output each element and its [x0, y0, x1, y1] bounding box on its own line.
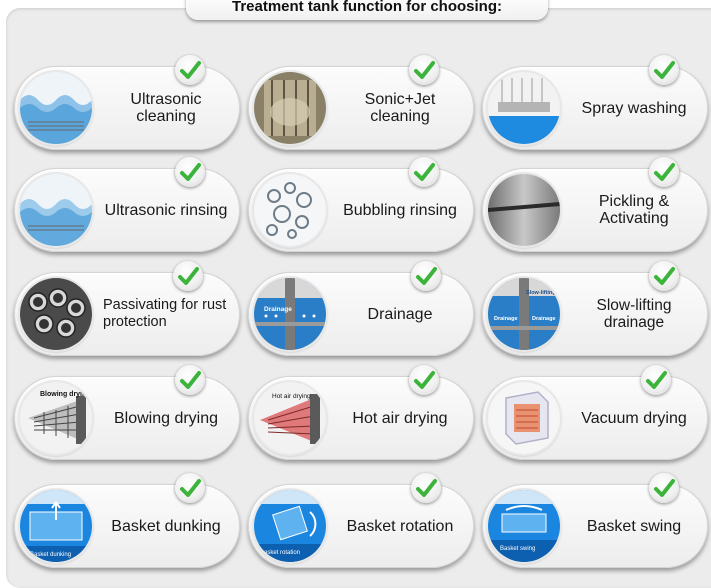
- option-card-ultrasonic-rinsing[interactable]: [14, 168, 240, 252]
- option-card-blowing-drying[interactable]: [14, 376, 240, 460]
- basket-swing-image: [488, 490, 560, 562]
- option-card-hot-air-drying[interactable]: [248, 376, 474, 460]
- option-card-bubbling-rinsing[interactable]: [248, 168, 474, 252]
- sonic-jet-cleaning-image: [254, 72, 326, 144]
- bubbling-rinsing-image: [254, 174, 326, 246]
- option-label: Bubbling rinsing: [343, 201, 457, 219]
- panel-title: Treatment tank function for choosing:: [186, 0, 548, 20]
- passivating-image: [20, 278, 92, 350]
- option-card-sonic-jet-cleaning[interactable]: [248, 66, 474, 150]
- green-checkmark-icon: [641, 365, 671, 395]
- option-card-basket-dunking[interactable]: [14, 484, 240, 568]
- green-checkmark-icon: [173, 261, 203, 291]
- green-checkmark-icon: [649, 157, 679, 187]
- basket-rotation-image: [254, 490, 326, 562]
- option-card-basket-swing[interactable]: [482, 484, 708, 568]
- basket-rotation-image-text: Basket rotation: [260, 550, 301, 556]
- pickling-activating-image: [488, 174, 560, 246]
- option-label: Ultrasonic cleaning: [130, 91, 202, 125]
- basket-swing-image-text: Basket swing: [500, 546, 536, 552]
- option-card-basket-rotation[interactable]: [248, 484, 474, 568]
- option-label: Sonic+Jet cleaning: [364, 91, 436, 125]
- green-checkmark-icon: [175, 55, 205, 85]
- option-label: Pickling & Activating: [598, 193, 670, 227]
- blowing-drying-image-text: Blowing drying: [40, 391, 91, 398]
- option-label: Vacuum drying: [581, 409, 687, 427]
- ultrasonic-rinsing-image: [20, 174, 92, 246]
- drainage-image-text: Drainage: [532, 316, 556, 322]
- option-label: Blowing drying: [113, 409, 219, 427]
- basket-dunking-image: [20, 490, 92, 562]
- green-checkmark-icon: [411, 261, 441, 291]
- option-label: Hot air drying: [352, 409, 448, 427]
- option-card-spray-washing[interactable]: [482, 66, 708, 150]
- hot-air-drying-image: [254, 382, 326, 454]
- hot-air-image-text: Hot air drying: [272, 393, 311, 400]
- green-checkmark-icon: [409, 365, 439, 395]
- blowing-drying-image: [20, 382, 92, 454]
- green-checkmark-icon: [411, 473, 441, 503]
- vacuum-drying-image: [488, 382, 560, 454]
- spray-washing-image: [488, 72, 560, 144]
- option-label: Ultrasonic rinsing: [104, 201, 228, 219]
- green-checkmark-icon: [649, 261, 679, 291]
- option-label: Slow-lifting drainage: [596, 297, 672, 331]
- ultrasonic-cleaning-image: [20, 72, 92, 144]
- option-card-passivating[interactable]: [14, 272, 240, 356]
- green-checkmark-icon: [175, 365, 205, 395]
- option-label: Spray washing: [581, 99, 687, 117]
- option-label: Passivating for rust protection: [103, 297, 227, 330]
- option-card-drainage[interactable]: [248, 272, 474, 356]
- drainage-image-text: Drainage: [494, 316, 518, 322]
- option-card-vacuum-drying[interactable]: [482, 376, 708, 460]
- green-checkmark-icon: [175, 157, 205, 187]
- slow-lifting-image-text: Slow-lifting: [526, 290, 556, 296]
- green-checkmark-icon: [409, 55, 439, 85]
- drainage-image-text: Drainage: [264, 306, 292, 313]
- green-checkmark-icon: [649, 473, 679, 503]
- green-checkmark-icon: [649, 55, 679, 85]
- basket-dunking-image-text: Basket dunking: [30, 552, 72, 558]
- option-label: Basket swing: [586, 517, 682, 535]
- option-card-pickling-activating[interactable]: [482, 168, 708, 252]
- green-checkmark-icon: [175, 473, 205, 503]
- option-label: Basket dunking: [111, 517, 221, 535]
- drainage-image: [254, 278, 326, 350]
- option-label: Drainage: [367, 305, 433, 323]
- option-label: Basket rotation: [346, 517, 454, 535]
- option-card-slow-lifting-drainage[interactable]: [482, 272, 708, 356]
- option-card-ultrasonic-cleaning[interactable]: [14, 66, 240, 150]
- green-checkmark-icon: [409, 157, 439, 187]
- slow-lifting-drainage-image: [488, 278, 560, 350]
